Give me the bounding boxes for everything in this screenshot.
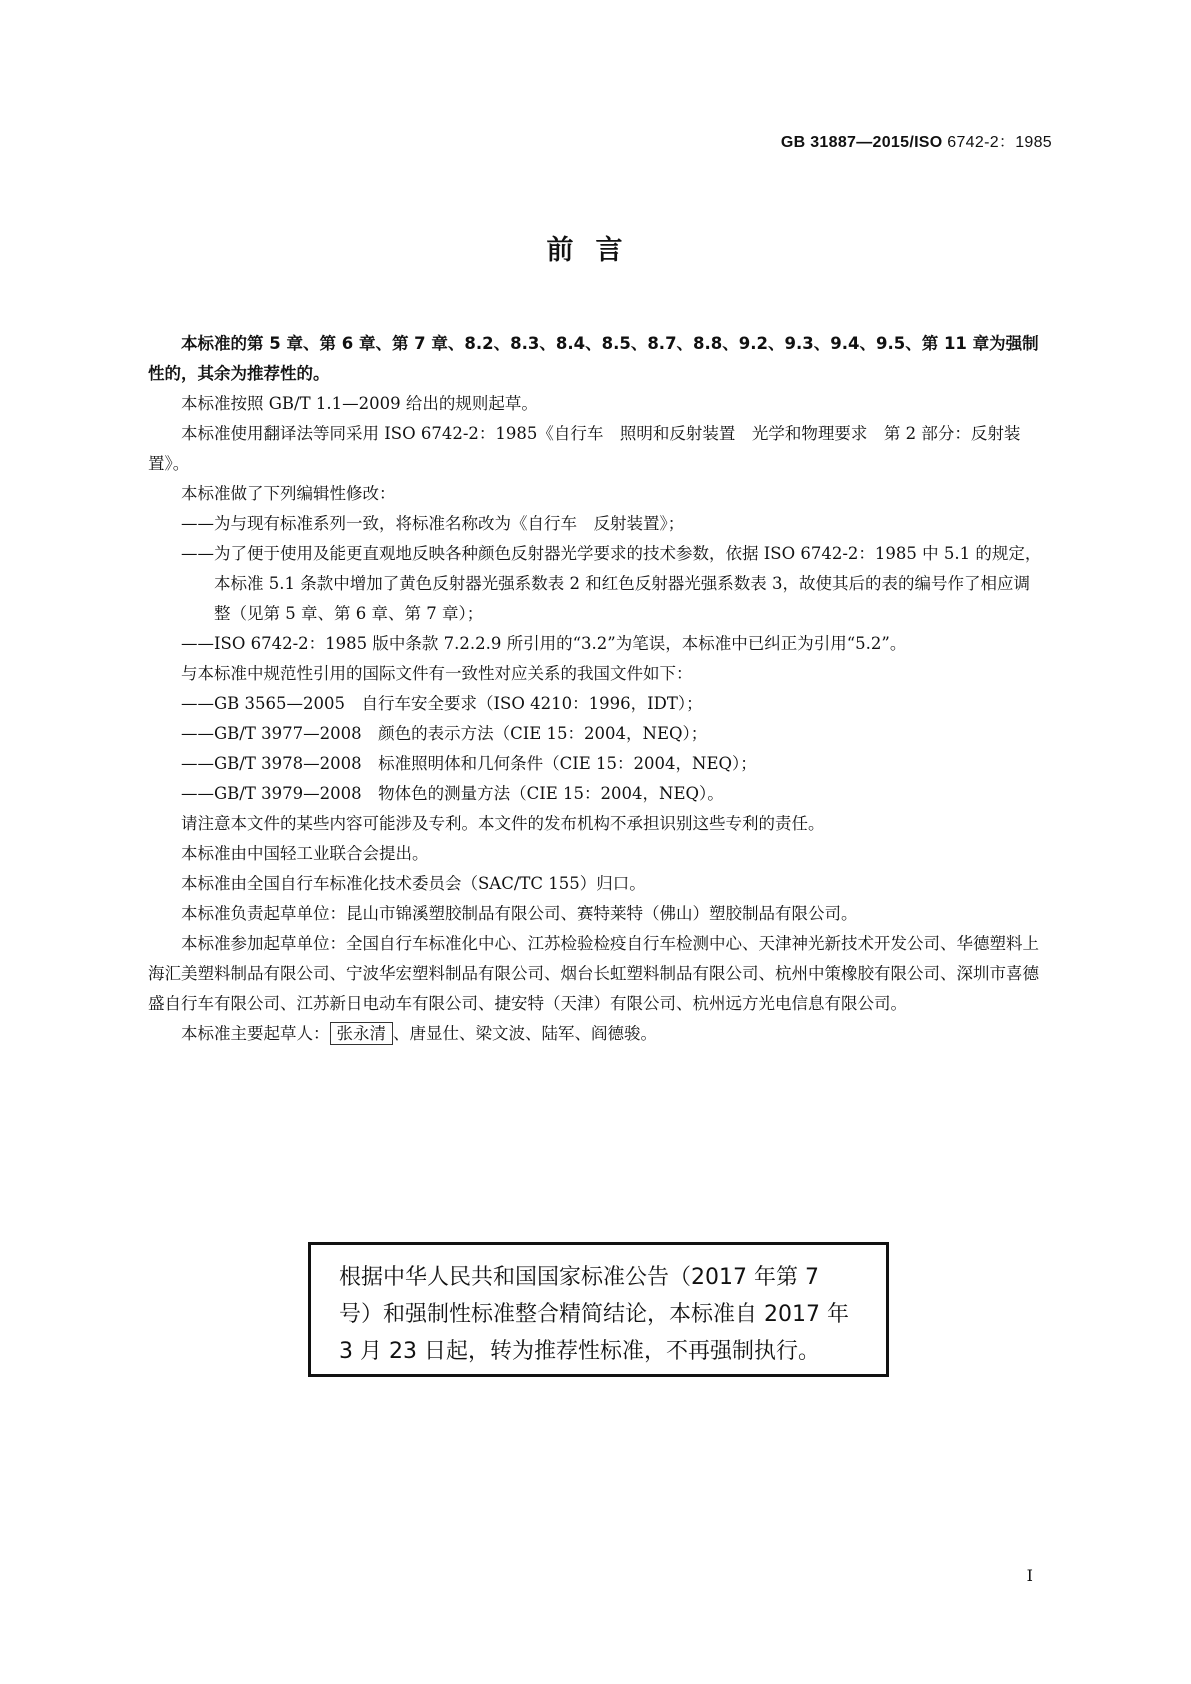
standard-code-rest: 6742-2：1985 — [942, 134, 1052, 151]
paragraph-drafting-rules: 本标准按照 GB/T 1.1—2009 给出的规则起草。 — [181, 394, 538, 413]
paragraph-main-drafters — [148, 1019, 1043, 1049]
page-number: I — [1026, 1566, 1033, 1585]
boxed-drafter-name: 张永清 — [330, 1022, 394, 1045]
paragraph-participating-units: 本标准参加起草单位：全国自行车标准化中心、江苏检验检疫自行车检测中心、天津神光新技术开发公司、华德塑料上海汇美塑料制品有限公司、宁波华宏塑料制品有限公司、烟台长虹塑料制品有限公司、杭州中策橡胶有限公司、深圳市喜德盛自行车有限公司、江苏新日电动车有限公司、捷安特（天津）有限公司、杭州远方光电信息有限公司。 — [148, 934, 1039, 1013]
notice-box: 根据中华人民共和国国家标准公告（2017 年第 7 号）和强制性标准整合精简结论，本标准自 2017 年 3 月 23 日起，转为推荐性标准，不再强制执行。 — [308, 1242, 889, 1377]
list-item-typo-correction: ——ISO 6742-2：1985 版中条款 7.2.2.9 所引用的“3.2”为笔误，本标准中已纠正为引用“5.2”。 — [181, 634, 907, 653]
standard-code-header — [781, 129, 1052, 152]
list-item-gbt-3978: ——GB/T 3978—2008 标准照明体和几何条件（CIE 15：2004，NEQ）； — [181, 754, 757, 773]
list-item-added-tables: ——为了便于使用及能更直观地反映各种颜色反射器光学要求的技术参数，依据 ISO 6742-2：1985 中 5.1 的规定，本标准 5.1 条款中增加了黄色反射器光强系数表 2 和红色反射器光强系数表 3，故使其后的表的编号作了相应调整（见第 5 章、第 6 章、第 7 章）； — [181, 544, 1042, 623]
drafters-rest: 、唐显仕、梁文波、陆军、阎德骏。 — [393, 1024, 657, 1043]
paragraph-mandatory-clauses: 本标准的第 5 章、第 6 章、第 7 章、8.2、8.3、8.4、8.5、8.7、8.8、9.2、9.3、9.4、9.5、第 11 章为强制性的，其余为推荐性的。 — [148, 334, 1039, 383]
paragraph-editorial-changes-intro: 本标准做了下列编辑性修改： — [181, 484, 396, 503]
list-item-gbt-3977: ——GB/T 3977—2008 颜色的表示方法（CIE 15：2004，NEQ）； — [181, 724, 708, 743]
paragraph-lead-drafting-units: 本标准负责起草单位：昆山市锦溪塑胶制品有限公司、赛特莱特（佛山）塑胶制品有限公司。 — [181, 904, 858, 923]
foreword-body — [148, 329, 1043, 1049]
list-item-gbt-3979: ——GB/T 3979—2008 物体色的测量方法（CIE 15：2004，NEQ）。 — [181, 784, 724, 803]
standard-code-bold: GB 31887—2015/ISO — [780, 134, 943, 151]
page-title: 前言 — [546, 235, 645, 266]
paragraph-corresponding-documents-intro: 与本标准中规范性引用的国际文件有一致性对应关系的我国文件如下： — [181, 664, 693, 683]
list-item-name-change: ——为与现有标准系列一致，将标准名称改为《自行车 反射装置》； — [181, 514, 685, 533]
paragraph-patent-notice: 请注意本文件的某些内容可能涉及专利。本文件的发布机构不承担识别这些专利的责任。 — [181, 814, 825, 833]
drafters-prefix: 本标准主要起草人： — [181, 1024, 330, 1043]
list-item-gb-3565: ——GB 3565—2005 自行车安全要求（ISO 4210：1996，IDT）； — [181, 694, 703, 713]
paragraph-proposer: 本标准由中国轻工业联合会提出。 — [181, 844, 429, 863]
paragraph-translation-method: 本标准使用翻译法等同采用 ISO 6742-2：1985《自行车 照明和反射装置 光学和物理要求 第 2 部分：反射装置》。 — [148, 424, 1021, 473]
paragraph-committee: 本标准由全国自行车标准化技术委员会（SAC/TC 155）归口。 — [181, 874, 646, 893]
